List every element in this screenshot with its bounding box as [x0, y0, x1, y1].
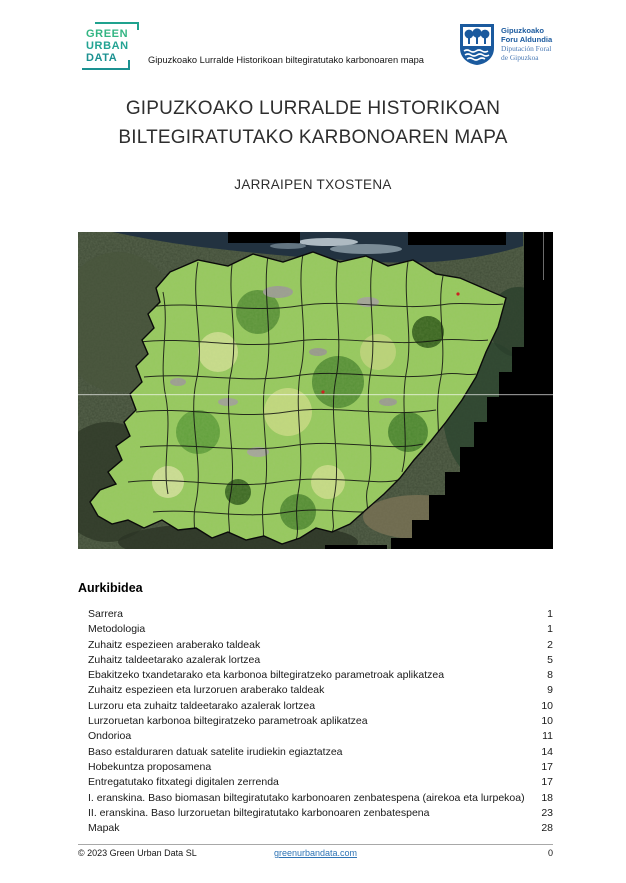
- toc-entry-page: 1: [547, 608, 553, 620]
- toc-entry[interactable]: [78, 729, 553, 744]
- toc-entry[interactable]: [78, 683, 553, 698]
- gipuzkoa-provincial-council-logo: [458, 22, 552, 66]
- toc-entry-page: 11: [542, 730, 553, 743]
- toc-entry-label: Lurzoruetan karbonoa biltegiratzeko parametroak aplikatzea: [88, 715, 368, 728]
- toc-entry-page: 28: [541, 822, 553, 835]
- toc-entry[interactable]: [78, 745, 553, 760]
- document-title-line1: GIPUZKOAKO LURRALDE HISTORIKOAN: [125, 98, 501, 119]
- toc-entry-page: 1: [547, 623, 553, 636]
- toc-entry[interactable]: [78, 699, 553, 714]
- green-urban-data-logo: [84, 24, 146, 68]
- toc-entry-label: II. eranskina. Baso lurzoruetan biltegiratutako karbonoaren zenbatespena: [88, 806, 430, 819]
- gipuzkoa-satellite-map-image: [78, 232, 553, 549]
- toc-entry-page: 2: [547, 638, 553, 651]
- toc-entry[interactable]: [78, 760, 553, 775]
- toc-entry-page: 10: [541, 699, 553, 712]
- toc-entry[interactable]: [78, 714, 553, 729]
- toc-entry-page: 8: [547, 669, 553, 682]
- toc-entry-label: Entregatutako fitxategi digitalen zerrenda: [88, 776, 279, 789]
- toc-entry-label: Mapak: [88, 822, 120, 835]
- toc-entry-label: Zuhaitz espezieen eta lurzoruen araberako taldeak: [88, 684, 325, 697]
- toc-entry-page: 18: [541, 791, 553, 804]
- toc-entry-label: Ebakitzeko txandetarako eta karbonoa biltegiratzeko parametroak aplikatzea: [88, 669, 445, 682]
- org-name-eu-2: Foru Aldundia: [501, 35, 553, 44]
- logo-word-urban: URBAN: [86, 40, 129, 52]
- toc-entry[interactable]: [78, 806, 553, 821]
- page-footer: [78, 844, 553, 858]
- toc-entry[interactable]: [78, 668, 553, 683]
- toc-entry-label: Hobekuntza proposamena: [88, 760, 212, 773]
- toc-entry[interactable]: [78, 791, 553, 806]
- logo-word-data: DATA: [86, 52, 118, 64]
- footer-copyright: © 2023 Green Urban Data SL: [78, 848, 197, 858]
- toc-entry-page: 10: [541, 715, 553, 728]
- toc-entry-page: 9: [547, 684, 553, 697]
- toc-entry-page: 5: [547, 653, 553, 666]
- document-title-line2: BILTEGIRATUTAKO KARBONOAREN MAPA: [118, 127, 508, 148]
- logo-bracket-bottom: [82, 60, 130, 70]
- toc-entry-page: 17: [541, 760, 553, 773]
- footer-page-number: 0: [547, 848, 553, 858]
- toc-entry[interactable]: [78, 607, 553, 622]
- toc-entry-page: 23: [541, 806, 553, 819]
- document-subtitle: JARRAIPEN TXOSTENA: [234, 177, 392, 192]
- toc-entry-label: Zuhaitz espezieen araberako taldeak: [88, 638, 261, 651]
- logo-bracket-top: [95, 22, 139, 30]
- logo-word-green: GREEN: [86, 28, 129, 40]
- gipuzkoa-shield-icon: [458, 22, 496, 66]
- toc-heading: Aurkibidea: [78, 581, 143, 595]
- toc-list: [78, 607, 553, 836]
- toc-entry-label: I. eranskina. Baso biomasan biltegiratutako karbonoaren zenbatespena (airekoa eta lurpekoa): [88, 791, 525, 804]
- org-name-es-1: Diputación Foral: [501, 44, 552, 53]
- org-name-es-2: de Gipuzkoa: [501, 53, 539, 62]
- toc-entry-label: Zuhaitz taldeetarako azalerak lortzea: [88, 653, 261, 666]
- toc-entry-page: 17: [541, 776, 553, 789]
- org-name-eu-1: Gipuzkoako: [501, 26, 545, 35]
- toc-entry-label: Sarrera: [88, 608, 124, 620]
- toc-entry[interactable]: [78, 775, 553, 790]
- running-header-title: Gipuzkoako Lurralde Historikoan biltegiratutako karbonoaren mapa: [148, 55, 424, 65]
- toc-entry-label: Baso estalduraren datuak satelite irudiekin egiaztatzea: [88, 745, 343, 758]
- toc-entry-page: 14: [541, 745, 553, 758]
- gipuzkoa-logo-text: [501, 26, 552, 62]
- toc-entry-label: Metodologia: [88, 623, 146, 636]
- footer-website-link[interactable]: greenurbandata.com: [273, 848, 358, 858]
- toc-entry[interactable]: [78, 653, 553, 668]
- toc-entry-label: Lurzoru eta zuhaitz taldeetarako azalerak lortzea: [88, 699, 316, 712]
- document-title: [0, 94, 626, 152]
- toc-entry[interactable]: [78, 821, 553, 836]
- toc-entry[interactable]: [78, 622, 553, 637]
- toc-entry-label: Ondorioa: [88, 730, 132, 743]
- toc-entry[interactable]: [78, 638, 553, 653]
